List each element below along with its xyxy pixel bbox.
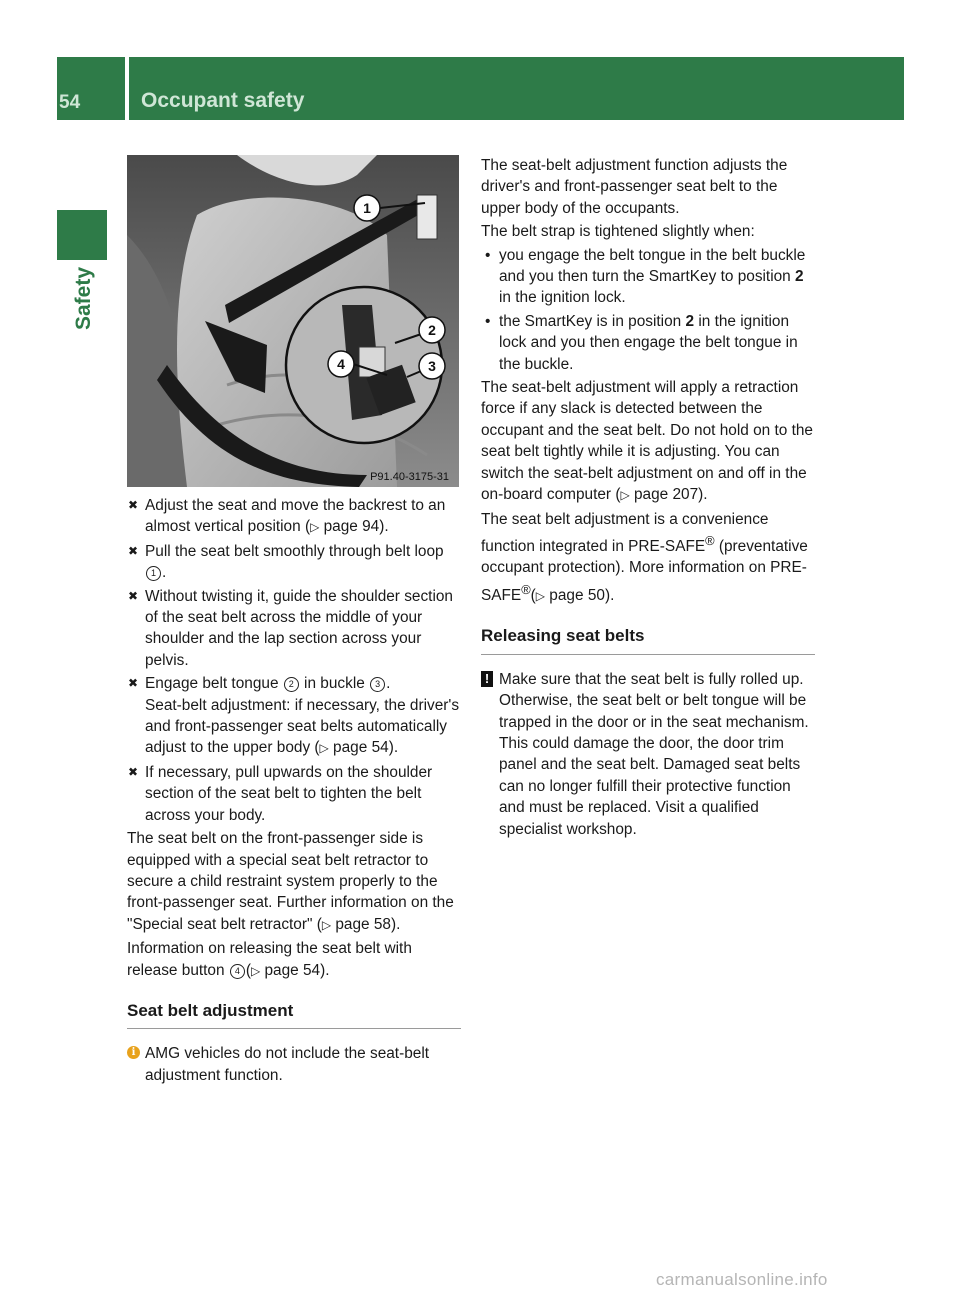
paragraph: The seat-belt adjustment will apply a retraction force if any slack is detected between the occupant and the seat belt. Do not hold on to the seat belt tightly while it is adjusting. You can switch the seat-belt adjustment on and off in the on-board computer (▷ page 207). — [481, 379, 813, 504]
step-arrow-icon: ✖ — [128, 543, 139, 558]
step-arrow-icon: ✖ — [128, 676, 139, 691]
callout-4-marker — [328, 351, 354, 377]
figure-code: P91.40-3175-31 — [370, 471, 449, 483]
callout-ref-1: 1 — [146, 566, 161, 581]
step-result: Seat-belt adjustment: if necessary, the driver's and front-passenger seat belts automatically adjust to the upper body (▷ page 54). — [145, 696, 460, 757]
callout-ref-2: 2 — [284, 677, 299, 692]
callout-ref-3: 3 — [370, 677, 385, 692]
callout-2-marker — [419, 317, 445, 343]
callout-3-label: 3 — [428, 358, 436, 374]
instruction-step: ✖ Engage belt tongue 2 in buckle 3 . Seat-belt adjustment: if necessary, the driver's and front-passenger seat belts automatically adjust to the upper body (▷ page 54). — [127, 673, 461, 760]
paragraph: The seat-belt adjustment function adjusts the driver's and front-passenger seat belt to the upper body of the occupants. — [481, 157, 788, 217]
warning-icon: ! — [481, 671, 493, 687]
paragraph: Information on releasing the seat belt with release button 4 (▷ page 54). — [127, 940, 412, 979]
page-ref-arrow-icon: ▷ — [620, 488, 630, 503]
seat-belt-illustration — [127, 155, 459, 487]
list-item: • you engage the belt tongue in the belt buckle and you then turn the SmartKey to position 2 in the ignition lock. — [485, 246, 806, 307]
right-column — [481, 155, 815, 840]
registered-mark: ® — [521, 581, 531, 597]
info-icon: i — [127, 1046, 140, 1059]
section-heading: Releasing seat belts — [481, 625, 815, 654]
warning-note: ! Make sure that the seat belt is fully rolled up. Otherwise, the seat belt or belt tongue will be trapped in the door or in the seat mechanism. This could damage the door, the door trim panel and the seat belt. Damaged seat belts can no longer fulfill their protective function and must be replaced. Visit a qualified specialist workshop. — [481, 669, 815, 840]
header-separator — [125, 57, 129, 120]
callout-3-marker — [419, 353, 445, 379]
info-note: i AMG vehicles do not include the seat-belt adjustment function. — [127, 1043, 461, 1086]
page-ref-arrow-icon: ▷ — [250, 963, 261, 978]
registered-mark: ® — [705, 532, 715, 548]
page-number: 54 — [59, 92, 81, 113]
page-header — [57, 57, 904, 120]
watermark: carmanualsonline.info — [656, 1270, 828, 1289]
bullet-icon: • — [485, 246, 491, 264]
page-ref-arrow-icon: ▷ — [535, 588, 546, 603]
callout-1-label: 1 — [363, 200, 371, 216]
seat-belt-figure — [127, 155, 459, 487]
instruction-step: ✖ If necessary, pull upwards on the shoulder section of the seat belt to tighten the belt across your body. — [128, 763, 433, 824]
instruction-step: ✖ Pull the seat belt smoothly through belt loop 1 . — [128, 542, 444, 582]
callout-ref-4: 4 — [230, 964, 245, 979]
page-ref-arrow-icon: ▷ — [321, 917, 332, 932]
paragraph: The seat belt adjustment is a convenience function integrated in PRE-SAFE® (preventative occupant protection). More information on PRE-SAFE®(▷ page 50). — [481, 510, 808, 604]
left-column — [127, 495, 461, 1086]
callout-4-label: 4 — [337, 356, 345, 372]
instruction-step: ✖ Without twisting it, guide the shoulder section of the seat belt across the middle of your shoulder and the lap section across your pelvis. — [128, 587, 453, 669]
list-item: • the SmartKey is in position 2 in the ignition lock and you then engage the belt tongue in the buckle. — [485, 312, 798, 373]
bullet-icon: • — [485, 312, 491, 330]
callout-2-label: 2 — [428, 322, 436, 338]
paragraph: The seat belt on the front-passenger side is equipped with a special seat belt retractor to secure a child restraint system properly to the front-passenger seat. Further information on the "Special seat belt retractor" (▷ page 58). — [127, 830, 454, 933]
paragraph: The belt strap is tightened slightly when: — [481, 223, 755, 241]
step-arrow-icon: ✖ — [128, 498, 139, 512]
section-heading: Seat belt adjustment — [127, 1000, 461, 1029]
page-ref-arrow-icon: ▷ — [319, 741, 329, 756]
page-ref-arrow-icon: ▷ — [310, 520, 320, 535]
page-title: Occupant safety — [141, 89, 305, 112]
section-tab-label: Safety — [72, 266, 95, 330]
section-tab-marker — [57, 210, 107, 260]
step-arrow-icon: ✖ — [128, 764, 139, 779]
step-arrow-icon: ✖ — [128, 588, 139, 603]
callout-1-marker — [354, 195, 380, 221]
instruction-step: ✖ Adjust the seat and move the backrest to an almost vertical position (▷ page 94). — [128, 497, 446, 536]
